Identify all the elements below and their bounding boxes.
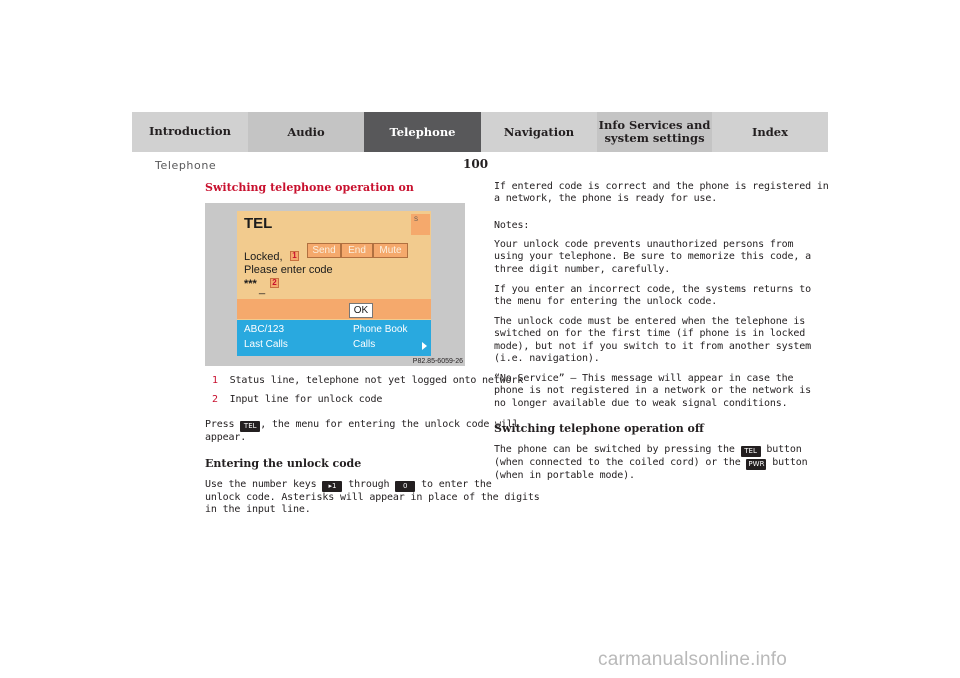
enter-code-prompt: Please enter code xyxy=(244,264,333,276)
off-text-2a: (when connected to the coiled cord) or the xyxy=(494,457,747,468)
screen-title: TEL xyxy=(244,215,273,232)
use-text-c: to enter the xyxy=(415,479,492,490)
legend-number-1: 1 xyxy=(212,375,218,386)
paragraph-first-time xyxy=(494,316,811,366)
button-band xyxy=(237,299,431,319)
p3-line2: the menu for entering the unlock code. xyxy=(494,296,718,308)
section-tab-bar xyxy=(132,112,828,152)
off-text-1b: button xyxy=(760,444,802,455)
display-figure xyxy=(205,203,465,366)
p4-line3: mode), but not if you switch to it from another system xyxy=(494,340,812,352)
status-line: Locked, xyxy=(244,251,283,263)
heading-entering-code: Entering the unlock code xyxy=(205,457,362,470)
paragraph-code-correct xyxy=(494,181,829,206)
tab-audio[interactable]: Audio xyxy=(248,112,364,152)
menu-abc-123[interactable]: ABC/123 xyxy=(244,324,285,335)
p2-line1: Your unlock code prevents unauthorized persons from xyxy=(494,239,794,250)
key-zero-icon: 0 xyxy=(395,481,415,492)
legend-number-2: 2 xyxy=(212,394,218,405)
key-one-icon: ▸1 xyxy=(322,481,342,492)
menu-last-calls[interactable]: Last Calls xyxy=(244,339,288,350)
p1-line1: If entered code is correct and the phone is registered in xyxy=(494,181,829,192)
arrow-right-icon xyxy=(422,342,427,350)
callout-marker-2: 2 xyxy=(270,278,279,288)
notes-label: Notes: xyxy=(494,220,530,231)
heading-switching-on: Switching telephone operation on xyxy=(205,181,414,194)
legend-text-2: Input line for unlock code xyxy=(229,394,383,405)
tab-info-services-line2: system settings xyxy=(604,131,705,145)
use-text-a: Use the number keys xyxy=(205,479,323,490)
tab-index[interactable]: Index xyxy=(712,112,828,152)
signal-indicator-label: S xyxy=(414,217,419,223)
input-cursor: _ xyxy=(259,283,266,295)
tab-info-services-line1: Info Services and xyxy=(598,118,711,132)
p5-line2: phone is not registered in a network or the network is xyxy=(494,385,812,397)
tel-screen xyxy=(237,211,431,356)
p3-line1: If you enter an incorrect code, the systems returns to xyxy=(494,284,812,295)
page-number: 100 xyxy=(463,157,489,171)
off-text-1a: The phone can be switched by pressing the xyxy=(494,444,741,455)
paragraph-switch-off xyxy=(494,444,808,482)
use-text-b: through xyxy=(342,479,396,490)
use-text-3: in the input line. xyxy=(205,504,311,516)
press-text-c: appear. xyxy=(205,432,247,443)
press-text-b: , the menu for entering the unlock code will xyxy=(260,419,519,430)
menu-phone-book[interactable]: Phone Book xyxy=(353,324,408,335)
legend-text-1: Status line, telephone not yet logged onto network xyxy=(229,375,524,386)
p5-line3: no longer available due to weak signal conditions. xyxy=(494,397,788,409)
figure-code: P82.85-6059-26 xyxy=(412,358,463,365)
ok-button[interactable]: OK xyxy=(349,303,373,318)
signal-indicator xyxy=(411,214,430,235)
pwr-key-icon: PWR xyxy=(748,460,765,468)
tab-telephone[interactable]: Telephone xyxy=(364,112,481,152)
off-text-3: (when in portable mode). xyxy=(494,470,635,481)
paragraph-unlock-code xyxy=(494,239,811,276)
use-text-2: unlock code. Asterisks will appear in place of the digits xyxy=(205,492,540,503)
code-input-line: *** xyxy=(244,278,257,290)
legend-item-1 xyxy=(212,375,523,387)
p1-line2: a network, the phone is ready for use. xyxy=(494,193,718,205)
heading-switching-off: Switching telephone operation off xyxy=(494,422,704,435)
p4-line1: The unlock code must be entered when the telephone is xyxy=(494,316,806,327)
softkey-mute[interactable]: Mute xyxy=(373,243,408,258)
paragraph-no-service xyxy=(494,373,811,410)
menu-calls[interactable]: Calls xyxy=(353,339,376,350)
off-text-2b: button xyxy=(766,457,808,468)
p5-line1: “No Service” – This message will appear in case the xyxy=(494,373,794,384)
press-tel-paragraph xyxy=(205,419,519,444)
p4-line2: switched on for the first time (if phone is in locked xyxy=(494,328,806,340)
softkey-end[interactable]: End xyxy=(341,243,373,258)
tab-navigation[interactable]: Navigation xyxy=(481,112,597,152)
p2-line3: three digit number, carefully. xyxy=(494,263,671,275)
p2-line2: using your telephone. Be sure to memorize this code, a xyxy=(494,251,812,263)
number-keys-paragraph xyxy=(205,479,540,517)
legend-item-2 xyxy=(212,394,382,406)
p4-line4: (i.e. navigation). xyxy=(494,353,600,365)
running-header: Telephone xyxy=(155,159,217,172)
paragraph-incorrect-code xyxy=(494,284,811,309)
tel-key-icon-2: TEL xyxy=(741,446,761,457)
softkey-send[interactable]: Send xyxy=(307,243,341,258)
tab-info-services[interactable] xyxy=(597,112,712,152)
tab-introduction[interactable]: Introduction xyxy=(132,112,248,152)
callout-marker-1: 1 xyxy=(290,251,299,261)
press-text-a: Press xyxy=(205,419,241,430)
tel-key-icon: TEL xyxy=(240,421,260,432)
watermark: carmanualsonline.info xyxy=(598,649,788,670)
